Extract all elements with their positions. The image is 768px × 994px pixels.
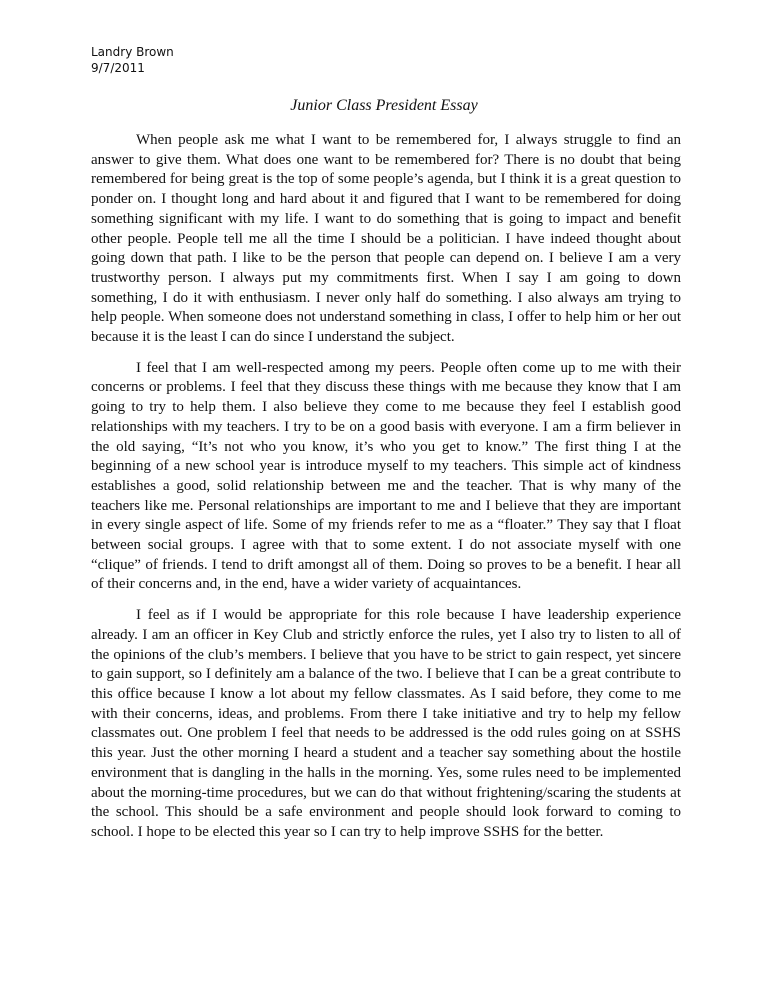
essay-body xyxy=(91,131,681,854)
paragraph: I feel that I am well-respected among my peers. People often come up to me with their concerns or problems. I feel that they discuss these things with me because they know that I am going to try to help them. I also believe they come to me because they feel I establish good relationships with my teachers. I try to be on a good basis with everyone. I am a firm believer in the old saying, “It’s not who you know, it’s who you get to know.” The first thing I at the beginning of a new school year is introduce myself to my teachers. This simple act of kindness establishes a good, solid relationship between me and the teacher. That is why many of the teachers like me. Personal relationships are important to me and I believe that they are important in every single aspect of life. Some of my friends refer to me as a “floater.” They say that I float between social groups. I agree with that to some extent. I do not associate myself with one “clique” of friends. I tend to drift amongst all of them. Doing so proves to be a benefit. I hear all of their concerns and, in the end, have a wider variety of acquaintances. xyxy=(91,359,681,593)
paragraph: I feel as if I would be appropriate for this role because I have leadership experience already. I am an officer in Key Club and strictly enforce the rules, yet I also try to listen to all of the opinions of the club’s members. I believe that you have to be strict to gain respect, yet sincere to gain support, so I definitely am a balance of the two. I believe that I can be a great contribute to this office because I know a lot about my fellow classmates. As I said before, they come to me with their concerns, ideas, and problems. From there I take initiative and try to help my fellow classmates out. One problem I feel that needs to be addressed is the odd rules going on at SSHS this year. Just the other morning I heard a student and a teacher say something about the hostile environment that is dangling in the halls in the morning. Yes, some rules need to be implemented about the morning-time procedures, but we can do that without frightening/scaring the students at the school. This should be a safe environment and people should look forward to coming to school. I hope to be elected this year so I can try to help improve SSHS for the better. xyxy=(91,607,681,840)
document-header xyxy=(91,44,174,76)
essay-title: Junior Class President Essay xyxy=(290,97,478,114)
paragraph: When people ask me what I want to be remembered for, I always struggle to find an answer to give them. What does one want to be remembered for? There is no doubt that being remembered for being great is the top of some people’s agenda, but I think it is a great question to ponder on. I thought long and hard about it and figured that I want to be remembered for doing something significant with my life. I want to do something that is going to impact and benefit other people. People tell me all the time I should be a politician. I have indeed thought about going down that path. I like to be the person that people can depend on. I believe I am a very trustworthy person. I always put my commitments first. When I say I am going to down something, I do it with enthusiasm. I never only half do something. I also always am trying to help people. When someone does not understand something in class, I offer to help him or her out because it is the least I can do since I understand the subject. xyxy=(91,132,681,346)
document-date: 9/7/2011 xyxy=(91,61,145,75)
author-name: Landry Brown xyxy=(91,45,174,59)
